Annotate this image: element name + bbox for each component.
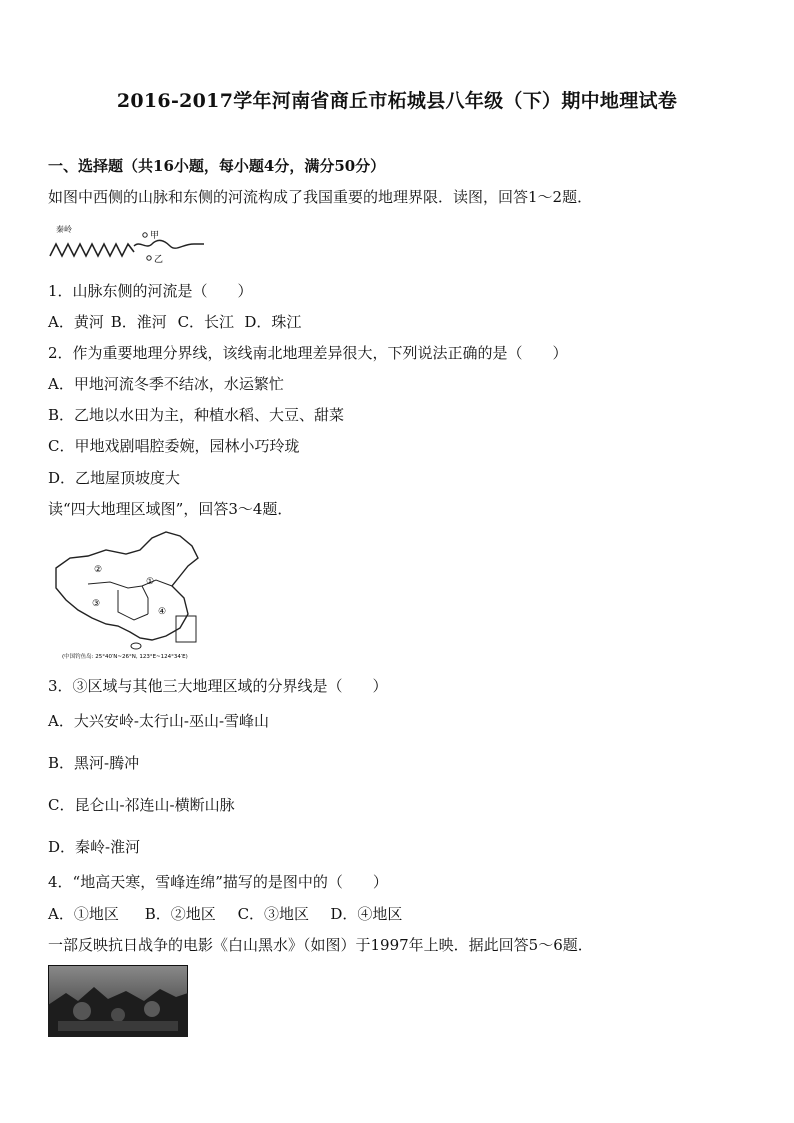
region-boundary-north bbox=[88, 580, 172, 588]
question-3-stem: 3．③区域与其他三大地理区域的分界线是（ ） bbox=[48, 677, 388, 695]
section-heading: 一、选择题（共16小题，每小题4分，满分50分） bbox=[48, 157, 386, 175]
movie-still-image bbox=[48, 965, 188, 1037]
q2-option-d[interactable]: D．乙地屋顶坡度大 bbox=[48, 469, 181, 487]
hainan-island bbox=[131, 643, 141, 649]
region-boundary-east bbox=[142, 586, 148, 614]
q1-option-b[interactable]: B．淮河 bbox=[110, 313, 167, 331]
page-title: 2016-2017学年河南省商丘市柘城县八年级（下）期中地理试卷 bbox=[116, 90, 678, 112]
q3-option-d[interactable]: D．秦岭-淮河 bbox=[48, 838, 141, 856]
q4-option-a[interactable]: A．①地区 bbox=[48, 905, 119, 923]
intro-text-2: 读“四大地理区域图”，回答3～4题． bbox=[48, 500, 293, 518]
question-1-options bbox=[48, 311, 301, 332]
region-mark-3: ③ bbox=[92, 599, 101, 609]
qinling-huaihe-figure bbox=[48, 222, 208, 266]
q1-option-c[interactable]: C．长江 bbox=[177, 313, 235, 331]
point-jia-label: 甲 bbox=[150, 231, 160, 241]
intro-text-1: 如图中西侧的山脉和东侧的河流构成了我国重要的地理界限．读图，回答1～2题． bbox=[48, 188, 593, 206]
region-boundary-south bbox=[118, 590, 148, 620]
intro-text-3: 一部反映抗日战争的电影《白山黑水》（如图）于1997年上映．据此回答5～6题． bbox=[48, 936, 593, 954]
map-caption: (中国钓鱼岛: 25°40′N~26°N, 123°E~124°34′E) bbox=[62, 654, 188, 660]
q2-option-c[interactable]: C．甲地戏剧唱腔委婉，园林小巧玲珑 bbox=[48, 437, 300, 455]
q2-option-b[interactable]: B．乙地以水田为主，种植水稻、大豆、甜菜 bbox=[48, 406, 345, 424]
point-yi-marker bbox=[147, 256, 151, 260]
region-mark-2: ② bbox=[94, 565, 103, 575]
china-regions-map bbox=[48, 528, 208, 664]
q3-option-a[interactable]: A．大兴安岭-太行山-巫山-雪峰山 bbox=[48, 712, 270, 730]
river-line bbox=[134, 240, 204, 248]
q4-option-b[interactable]: B．②地区 bbox=[144, 905, 216, 923]
q1-option-d[interactable]: D．珠江 bbox=[244, 313, 302, 331]
region-mark-4: ④ bbox=[158, 607, 167, 617]
question-4-options bbox=[48, 903, 402, 924]
question-4-stem: 4．“地高天寒，雪峰连绵”描写的是图中的（ ） bbox=[48, 873, 388, 891]
q4-option-d[interactable]: D．④地区 bbox=[330, 905, 403, 923]
point-jia-marker bbox=[143, 233, 147, 237]
q3-option-b[interactable]: B．黑河-腾冲 bbox=[48, 754, 140, 772]
q1-option-a[interactable]: A．黄河 bbox=[48, 313, 104, 331]
china-outline bbox=[56, 532, 198, 640]
question-1-stem: 1．山脉东侧的河流是（ ） bbox=[48, 282, 253, 300]
q2-option-a[interactable]: A．甲地河流冬季不结冰，水运繁忙 bbox=[48, 375, 284, 393]
mountain-label: 秦岭 bbox=[56, 225, 72, 234]
point-yi-label: 乙 bbox=[154, 255, 164, 265]
mountain-zigzag bbox=[50, 244, 134, 256]
region-mark-1: ① bbox=[146, 577, 155, 587]
q4-option-c[interactable]: C．③地区 bbox=[237, 905, 310, 923]
q3-option-c[interactable]: C．昆仑山-祁连山-横断山脉 bbox=[48, 796, 235, 814]
question-2-stem: 2．作为重要地理分界线，该线南北地理差异很大，下列说法正确的是（ ） bbox=[48, 344, 568, 362]
